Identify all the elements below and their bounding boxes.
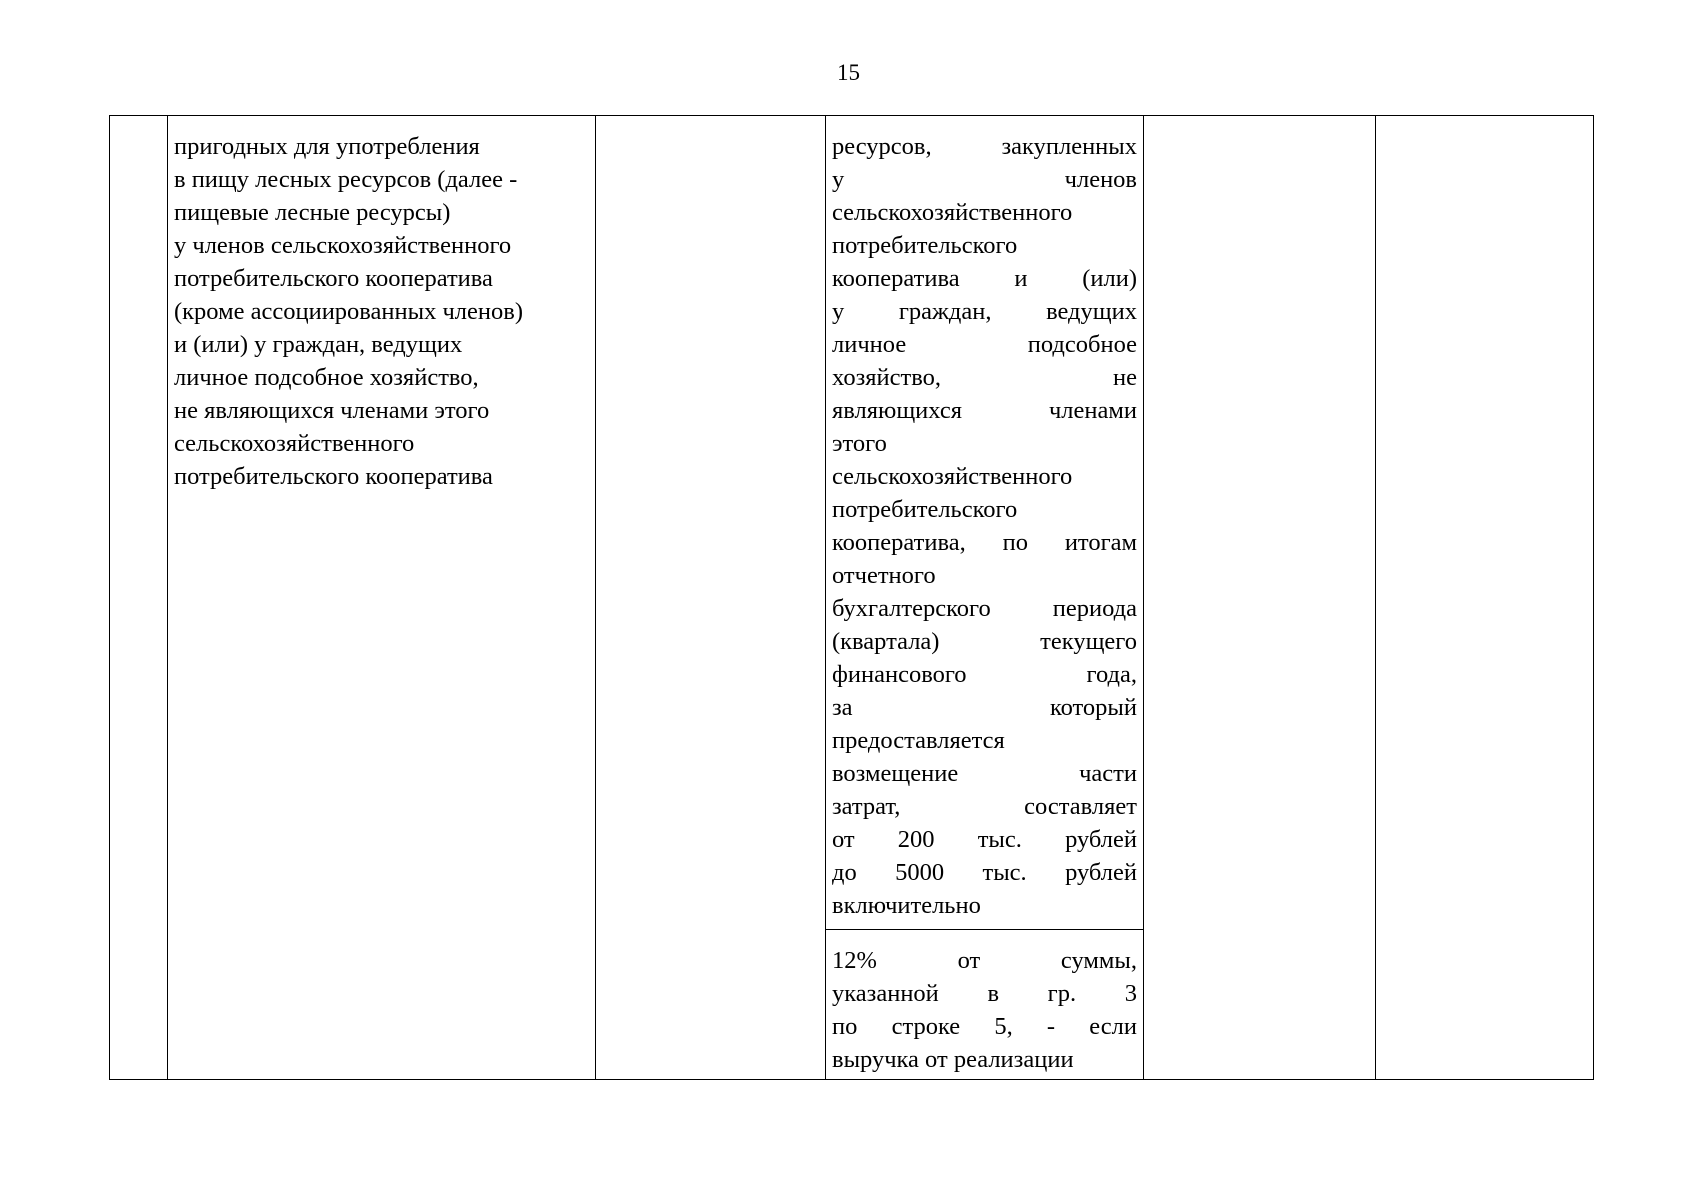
text-line: предоставляется bbox=[832, 727, 1005, 754]
document-table bbox=[109, 115, 1594, 1080]
text-line: выручка от реализации bbox=[832, 1046, 1074, 1073]
text-line: ресурсов, закупленных bbox=[832, 133, 1137, 160]
table-cell-description bbox=[168, 116, 596, 1080]
text-line: отчетного bbox=[832, 562, 936, 589]
text-line: кооператива, по итогам bbox=[832, 529, 1137, 556]
condition-lower-text bbox=[826, 930, 1143, 1076]
table-cell-condition-lower bbox=[826, 930, 1144, 1080]
text-line: финансового года, bbox=[832, 661, 1137, 688]
text-line: у членов bbox=[832, 166, 1137, 193]
table-cell-condition-upper bbox=[826, 116, 1144, 930]
text-line: за который bbox=[832, 694, 1137, 721]
text-line: потребительского bbox=[832, 232, 1018, 259]
description-text: пригодных для употребления в пищу лесных ресурсов (далее - пищевые лесные ресурсы) у членов сельскохозяйственного потребительского кооператива (кроме ассоциированных членов) и (или) у граждан, ведущих личное подсобное хозяйство, не являющихся членами этого сельскохозяйственного потребительского кооператива bbox=[174, 133, 523, 490]
text-line: являющихся членами bbox=[832, 397, 1137, 424]
table-cell-number bbox=[110, 116, 168, 1080]
text-line: включительно bbox=[832, 892, 981, 919]
text-line: у граждан, ведущих bbox=[832, 298, 1137, 325]
text-line: от 200 тыс. рублей bbox=[832, 826, 1137, 853]
text-line: этого bbox=[832, 430, 887, 457]
text-line: сельскохозяйственного bbox=[832, 463, 1073, 490]
condition-upper-text bbox=[826, 116, 1143, 922]
text-line: затрат, составляет bbox=[832, 793, 1137, 820]
table-cell-empty-5 bbox=[1144, 116, 1376, 1080]
page-number: 15 bbox=[837, 60, 860, 85]
text-line: до 5000 тыс. рублей bbox=[832, 859, 1137, 886]
table-cell-empty-3 bbox=[596, 116, 826, 1080]
text-line: (квартала) текущего bbox=[832, 628, 1137, 655]
table-cell-empty-6 bbox=[1376, 116, 1594, 1080]
text-line: сельскохозяйственного bbox=[832, 199, 1073, 226]
text-line: потребительского bbox=[832, 496, 1018, 523]
text-line: по строке 5, - если bbox=[832, 1013, 1137, 1040]
text-line: 12% от суммы, bbox=[832, 947, 1137, 974]
text-line: личное подсобное bbox=[832, 331, 1137, 358]
text-line: возмещение части bbox=[832, 760, 1137, 787]
text-line: указанной в гр. 3 bbox=[832, 980, 1137, 1007]
text-line: хозяйство, не bbox=[832, 364, 1137, 391]
text-line: бухгалтерского периода bbox=[832, 595, 1137, 622]
text-line: кооператива и (или) bbox=[832, 265, 1137, 292]
